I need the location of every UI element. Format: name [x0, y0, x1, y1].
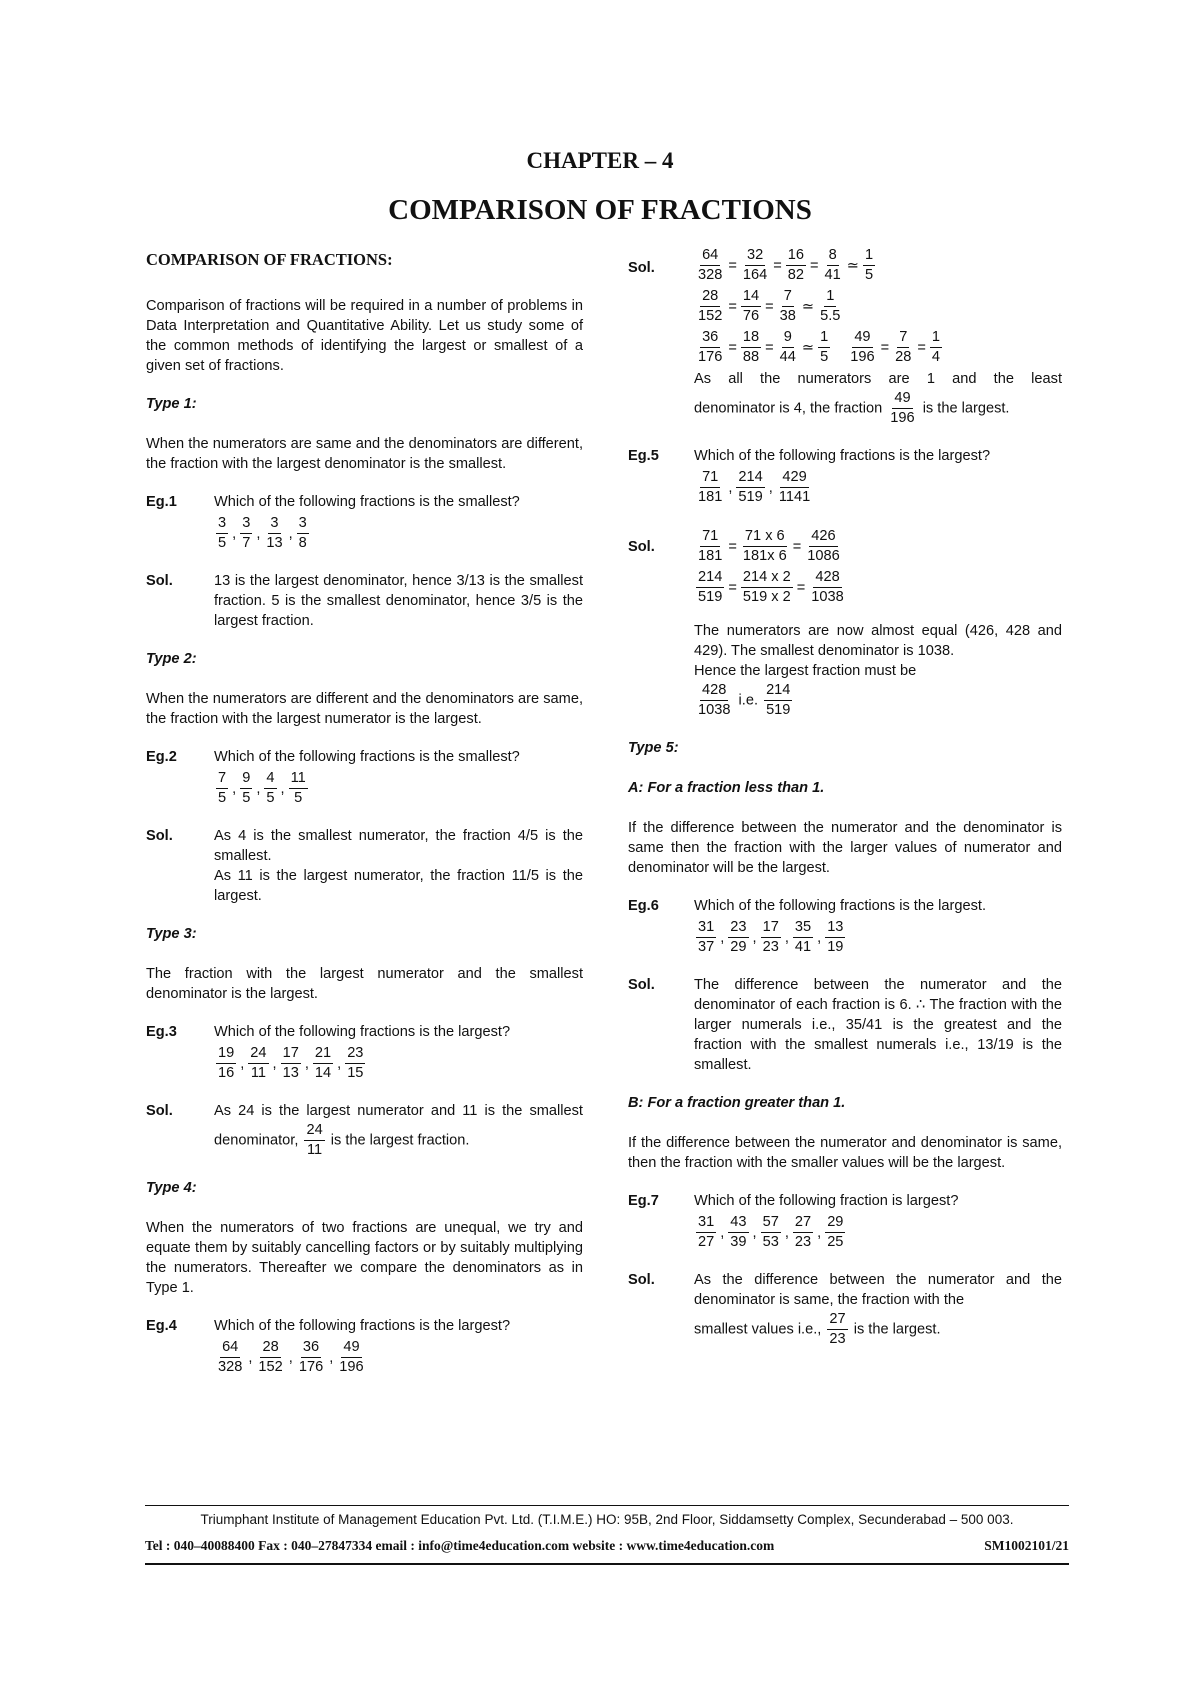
- sol5-ie: i.e.: [738, 692, 758, 709]
- intro-paragraph: Comparison of fractions will be required in a number of problems in Data Interpretation and Quantitative Ability. Let us study some of the common methods of identifying the largest or smallest of a given set of fractions.: [146, 298, 583, 374]
- step-fraction: [823, 246, 843, 285]
- sol4-line2: [694, 287, 1062, 326]
- denominator: 1141: [778, 489, 811, 505]
- step-fraction: [741, 328, 761, 367]
- numerator: 28: [700, 287, 720, 307]
- denominator: 5: [218, 790, 227, 806]
- denominator: 38: [779, 308, 796, 324]
- numerator: 14: [741, 287, 761, 307]
- denominator: 5.5: [820, 308, 841, 324]
- numerator: 3: [268, 514, 280, 534]
- option-fraction: [728, 1213, 748, 1252]
- step-fraction: [893, 328, 913, 367]
- option-fraction: [736, 468, 764, 507]
- operator: =: [765, 298, 774, 315]
- numerator: 1: [863, 246, 875, 266]
- denominator: 27: [698, 1234, 715, 1250]
- numerator: 43: [728, 1213, 748, 1233]
- comma-separator: ,: [720, 1224, 725, 1241]
- operator: =: [880, 339, 890, 356]
- numerator: 71: [700, 468, 720, 488]
- sol4-line1: [694, 246, 1062, 285]
- sol6-text: The difference between the numerator and the denominator of each fraction is 6. ∴ The fraction with the larger numerals i.e., 35/41 is the greatest and the fraction with the smallest numerals i.e., 13/19 is the smallest.: [694, 977, 1062, 1073]
- option-fraction: [281, 1044, 301, 1083]
- sol2-label: Sol.: [146, 828, 173, 844]
- eg2-label: Eg.2: [146, 749, 177, 765]
- step-fraction: [741, 246, 769, 285]
- eg7-fractions: [694, 1213, 1062, 1252]
- option-fraction: [337, 1338, 365, 1377]
- step-fraction: [741, 568, 793, 607]
- denominator: 5: [242, 790, 251, 806]
- option-fraction: [289, 769, 308, 808]
- numerator: 214: [764, 681, 792, 701]
- denominator: 5: [218, 535, 227, 551]
- eg2-question: Which of the following fractions is the smallest?: [214, 749, 520, 765]
- numerator: 64: [700, 246, 720, 266]
- type4-heading: Type 4:: [146, 1180, 197, 1196]
- numerator: 1: [818, 328, 830, 348]
- numerator: 31: [696, 918, 716, 938]
- denominator: 28: [895, 349, 912, 365]
- denominator: 14: [314, 1065, 332, 1081]
- comma-separator: ,: [784, 929, 789, 946]
- comma-separator: ,: [768, 479, 773, 496]
- operator: ≃: [801, 339, 815, 356]
- comma-separator: ,: [304, 1055, 309, 1072]
- numerator: 7: [782, 287, 794, 307]
- comma-separator: ,: [752, 1224, 757, 1241]
- sol6-label: Sol.: [628, 977, 655, 993]
- subsection-a-text: If the difference between the numerator and the denominator is same then the fraction with the larger values of numerator and denominator will be the largest.: [628, 820, 1062, 876]
- operator: ≃: [801, 298, 815, 315]
- sol4-line3: [694, 328, 1062, 367]
- option-fraction: [256, 1338, 284, 1377]
- option-fraction: [793, 918, 813, 957]
- denominator: 181: [698, 548, 723, 564]
- footer-code: SM1002101/21: [984, 1538, 1069, 1553]
- denominator: 11: [250, 1065, 266, 1081]
- operator: =: [728, 339, 737, 356]
- footer-contact: [145, 1538, 1069, 1554]
- comma-separator: ,: [817, 1224, 822, 1241]
- sol3-text-a: As 24 is the largest numerator and 11 is the smallest denominator,: [214, 1103, 583, 1149]
- chapter-title: COMPARISON OF FRACTIONS: [388, 194, 812, 226]
- step-fraction: [818, 287, 842, 326]
- option-fraction: [696, 918, 716, 957]
- step-fraction: [778, 328, 798, 367]
- sol1: [146, 571, 583, 631]
- denominator: 152: [258, 1359, 283, 1375]
- numerator: 31: [696, 1213, 716, 1233]
- numerator: 426: [809, 527, 837, 547]
- numerator: 36: [301, 1338, 321, 1358]
- numerator: 1: [824, 287, 836, 307]
- denominator: 11: [306, 1142, 323, 1158]
- denominator: 4: [931, 349, 941, 365]
- denominator: 82: [787, 267, 805, 283]
- option-fraction: [248, 1044, 268, 1083]
- sol1-text: 13 is the largest denominator, hence 3/13 is the smallest fraction. 5 is the smallest denominator, hence 3/5 is the largest fraction.: [214, 573, 583, 629]
- option-fraction: [825, 1213, 845, 1252]
- option-fraction: [825, 918, 845, 957]
- numerator: 3: [240, 514, 252, 534]
- denominator: 23: [794, 1234, 812, 1250]
- denominator: 23: [762, 939, 779, 955]
- comma-separator: ,: [288, 1349, 293, 1366]
- option-fraction: [696, 1213, 716, 1252]
- numerator: 429: [780, 468, 808, 488]
- step-fraction: [930, 328, 942, 367]
- sol1-label: Sol.: [146, 573, 173, 589]
- sol7-text-c: is the largest.: [853, 1321, 941, 1338]
- eg4-label: Eg.4: [146, 1318, 177, 1334]
- operator: =: [728, 257, 737, 274]
- option-fraction: [264, 769, 276, 808]
- step-fraction: [786, 246, 806, 285]
- eg6-fractions: [694, 918, 1062, 957]
- operator: =: [917, 339, 926, 356]
- denominator: 88: [742, 349, 760, 365]
- denominator: 76: [742, 308, 760, 324]
- denominator: 5: [294, 790, 303, 806]
- step-fraction: [863, 246, 875, 285]
- denominator: 519 x 2: [742, 589, 791, 605]
- sol2-text2: As 11 is the largest numerator, the fraction 11/5 is the largest.: [214, 868, 583, 904]
- step-fraction: [741, 527, 789, 566]
- denominator: 16: [218, 1065, 235, 1081]
- denominator: 5: [820, 349, 829, 365]
- comma-separator: ,: [720, 929, 725, 946]
- numerator: 7: [897, 328, 909, 348]
- sol3-fraction: [304, 1121, 324, 1160]
- denominator: 328: [698, 267, 723, 283]
- right-column: [628, 247, 1062, 1367]
- sol3-text-b: is the largest fraction.: [330, 1132, 470, 1149]
- subsection-b-text: If the difference between the numerator and denominator is same, then the fraction with the smaller values will be the largest.: [628, 1135, 1062, 1171]
- step-fraction: [848, 328, 876, 367]
- comma-separator: ,: [272, 1055, 277, 1072]
- option-fraction: [761, 918, 781, 957]
- sol5-line2: [694, 568, 1062, 607]
- numerator: 214: [696, 568, 724, 588]
- comma-separator: ,: [288, 525, 293, 542]
- option-fraction: [696, 468, 724, 507]
- comma-separator: ,: [784, 1224, 789, 1241]
- sol6: [628, 975, 1062, 1075]
- denominator: 328: [218, 1359, 243, 1375]
- option-fraction: [313, 1044, 333, 1083]
- numerator: 49: [892, 389, 912, 409]
- denominator: 39: [730, 1234, 747, 1250]
- numerator: 23: [345, 1044, 365, 1064]
- type1-heading: Type 1:: [146, 396, 197, 412]
- eg7-question: Which of the following fraction is largest?: [694, 1193, 959, 1209]
- operator: =: [810, 257, 819, 274]
- sol5-final-b: [764, 681, 792, 720]
- step-fraction: [696, 328, 724, 367]
- eg1-question: Which of the following fractions is the smallest?: [214, 494, 520, 510]
- numerator: 9: [240, 769, 252, 789]
- step-fraction: [696, 568, 724, 607]
- denominator: 181x 6: [742, 548, 787, 564]
- option-fraction: [216, 1044, 236, 1083]
- option-fraction: [216, 769, 228, 808]
- numerator: 57: [761, 1213, 781, 1233]
- step-fraction: [741, 287, 761, 326]
- eg6-label: Eg.6: [628, 898, 659, 914]
- option-fraction: [216, 1338, 244, 1377]
- denominator: 519: [698, 589, 723, 605]
- sol2: [146, 826, 583, 906]
- denominator: 19: [827, 939, 844, 955]
- numerator: 428: [813, 568, 841, 588]
- sol3: [146, 1101, 583, 1160]
- numerator: 24: [248, 1044, 268, 1064]
- denominator: 44: [779, 349, 796, 365]
- footer-address: Triumphant Institute of Management Education Pvt. Ltd. (T.I.M.E.) HO: 95B, 2nd Floor, Siddamsetty Complex, Secunderabad – 500 003.: [200, 1512, 1014, 1527]
- numerator: 49: [341, 1338, 361, 1358]
- step-fraction: [696, 527, 724, 566]
- numerator: 71: [700, 527, 720, 547]
- operator: =: [796, 579, 806, 596]
- numerator: 3: [216, 514, 228, 534]
- comma-separator: ,: [248, 1349, 253, 1366]
- denominator: 519: [766, 702, 791, 718]
- sol4-text-c: is the largest.: [922, 400, 1010, 417]
- type2-text: When the numerators are different and the denominators are same, the fraction with the largest numerator is the largest.: [146, 691, 583, 727]
- eg7-label: Eg.7: [628, 1193, 659, 1209]
- sol4-text-a: As all the numerators are 1 and the least: [694, 371, 1062, 387]
- sol5-text2: Hence the largest fraction must be: [694, 663, 917, 679]
- eg6-question: Which of the following fractions is the largest.: [694, 898, 987, 914]
- denominator: 8: [298, 535, 307, 551]
- section-heading: COMPARISON OF FRACTIONS:: [146, 250, 393, 269]
- sol7: [628, 1270, 1062, 1349]
- step-fraction: [696, 246, 724, 285]
- sol5-final-a: [696, 681, 732, 720]
- eg3-question: Which of the following fractions is the largest?: [214, 1024, 511, 1040]
- comma-separator: ,: [256, 780, 261, 797]
- denominator: 196: [339, 1359, 364, 1375]
- type4-text: When the numerators of two fractions are unequal, we try and equate them by suitably cancelling factors or by suitably multiplying the numerators. Thereafter we compare the denominators as in Type 1.: [146, 1220, 583, 1296]
- denominator: 152: [698, 308, 723, 324]
- step-fraction: [809, 568, 845, 607]
- numerator: 17: [281, 1044, 301, 1064]
- comma-separator: ,: [232, 780, 237, 797]
- numerator: 17: [761, 918, 781, 938]
- subsection-b-heading: B: For a fraction greater than 1.: [628, 1095, 846, 1111]
- eg3-fractions: [214, 1044, 583, 1083]
- option-fraction: [777, 468, 812, 507]
- comma-separator: ,: [817, 929, 822, 946]
- footer-bottom-rule: [145, 1563, 1069, 1565]
- eg5-fractions: [694, 468, 1062, 507]
- eg1-label: Eg.1: [146, 494, 177, 510]
- operator: =: [728, 298, 737, 315]
- numerator: 36: [700, 328, 720, 348]
- type1-text: When the numerators are same and the denominators are different, the fraction with the largest denominator is the smallest.: [146, 436, 583, 472]
- sol5: [628, 525, 1062, 720]
- denominator: 15: [347, 1065, 364, 1081]
- operator: =: [792, 538, 802, 555]
- numerator: 214 x 2: [741, 568, 793, 588]
- sol7-text-a: As the difference between the numerator and the denominator is same, the fraction with the: [694, 1272, 1062, 1308]
- eg5: [628, 446, 1062, 507]
- eg2-fractions: [214, 769, 583, 808]
- option-fraction: [345, 1044, 365, 1083]
- denominator: 196: [890, 410, 915, 426]
- numerator: 23: [728, 918, 748, 938]
- eg1: [146, 492, 583, 553]
- operator: =: [773, 257, 782, 274]
- denominator: 196: [850, 349, 875, 365]
- operator: ≃: [846, 257, 860, 274]
- numerator: 24: [304, 1121, 324, 1141]
- comma-separator: ,: [337, 1055, 342, 1072]
- sol7-label: Sol.: [628, 1272, 655, 1288]
- numerator: 11: [289, 769, 308, 789]
- sol5-line1: [694, 527, 1062, 566]
- comma-separator: ,: [280, 780, 285, 797]
- comma-separator: ,: [240, 1055, 245, 1072]
- numerator: 71 x 6: [743, 527, 787, 547]
- numerator: 49: [852, 328, 872, 348]
- numerator: 214: [736, 468, 764, 488]
- denominator: 181: [698, 489, 723, 505]
- denominator: 41: [824, 267, 841, 283]
- numerator: 13: [825, 918, 845, 938]
- sol2-text1: As 4 is the smallest numerator, the fraction 4/5 is the smallest.: [214, 828, 583, 864]
- denominator: 1038: [698, 702, 731, 718]
- numerator: 18: [741, 328, 761, 348]
- numerator: 27: [827, 1310, 847, 1330]
- denominator: 25: [827, 1234, 844, 1250]
- sol3-label: Sol.: [146, 1103, 173, 1119]
- denominator: 5: [865, 267, 874, 283]
- numerator: 3: [297, 514, 309, 534]
- eg4-fractions: [214, 1338, 583, 1377]
- chapter-heading: CHAPTER – 4: [526, 148, 674, 173]
- numerator: 35: [793, 918, 813, 938]
- denominator: 1038: [811, 589, 844, 605]
- footer-contact-details: Tel : 040–40088400 Fax : 040–27847334 email : info@time4education.com website : www.time4education.com: [145, 1538, 775, 1553]
- eg6: [628, 896, 1062, 957]
- sol5-text: The numerators are now almost equal (426, 428 and 429). The smallest denominator is 1038.: [694, 623, 1062, 659]
- option-fraction: [240, 514, 252, 553]
- numerator: 428: [700, 681, 728, 701]
- eg5-label: Eg.5: [628, 448, 659, 464]
- option-fraction: [728, 918, 748, 957]
- option-fraction: [793, 1213, 813, 1252]
- eg7: [628, 1191, 1062, 1252]
- operator: =: [728, 579, 737, 596]
- numerator: 64: [220, 1338, 240, 1358]
- denominator: 41: [794, 939, 812, 955]
- denominator: 1086: [807, 548, 840, 564]
- denominator: 176: [698, 349, 723, 365]
- denominator: 7: [242, 535, 251, 551]
- denominator: 519: [738, 489, 763, 505]
- sol4-text-b: denominator is 4, the fraction: [694, 400, 883, 417]
- option-fraction: [216, 514, 228, 553]
- sol7-text-b: smallest values i.e.,: [694, 1321, 822, 1338]
- step-fraction: [818, 328, 830, 367]
- numerator: 7: [216, 769, 228, 789]
- footer-rule: [145, 1505, 1069, 1506]
- sol7-fraction: [827, 1310, 847, 1349]
- eg2: [146, 747, 583, 808]
- numerator: 21: [313, 1044, 333, 1064]
- sol4-label: Sol.: [628, 260, 655, 276]
- numerator: 8: [827, 246, 839, 266]
- operator: =: [765, 339, 774, 356]
- sol4-fraction: [888, 389, 916, 428]
- type3-heading: Type 3:: [146, 926, 197, 942]
- comma-separator: ,: [752, 929, 757, 946]
- type5-heading: Type 5:: [628, 740, 679, 756]
- eg5-question: Which of the following fractions is the largest?: [694, 448, 991, 464]
- denominator: 13: [266, 535, 283, 551]
- eg4: [146, 1316, 583, 1377]
- subsection-a-heading: A: For a fraction less than 1.: [628, 780, 825, 796]
- denominator: 29: [730, 939, 747, 955]
- option-fraction: [240, 769, 252, 808]
- comma-separator: ,: [232, 525, 237, 542]
- denominator: 53: [762, 1234, 779, 1250]
- eg1-fractions: [214, 514, 583, 553]
- option-fraction: [264, 514, 284, 553]
- eg3-label: Eg.3: [146, 1024, 177, 1040]
- numerator: 9: [782, 328, 794, 348]
- denominator: 37: [698, 939, 715, 955]
- numerator: 29: [825, 1213, 845, 1233]
- numerator: 27: [793, 1213, 813, 1233]
- numerator: 19: [216, 1044, 236, 1064]
- numerator: 1: [930, 328, 942, 348]
- left-column: [146, 250, 583, 1395]
- numerator: 4: [264, 769, 276, 789]
- denominator: 176: [298, 1359, 324, 1375]
- comma-separator: ,: [728, 479, 733, 496]
- type2-heading: Type 2:: [146, 651, 197, 667]
- sol4: [628, 244, 1062, 428]
- comma-separator: ,: [329, 1349, 334, 1366]
- comma-separator: ,: [256, 525, 261, 542]
- numerator: 32: [745, 246, 765, 266]
- step-fraction: [805, 527, 841, 566]
- eg3: [146, 1022, 583, 1083]
- operator: =: [728, 538, 737, 555]
- eg4-question: Which of the following fractions is the largest?: [214, 1318, 511, 1334]
- step-fraction: [778, 287, 798, 326]
- step-fraction: [696, 287, 724, 326]
- sol5-label: Sol.: [628, 539, 655, 555]
- type3-text: The fraction with the largest numerator and the smallest denominator is the largest.: [146, 966, 583, 1002]
- denominator: 5: [266, 790, 275, 806]
- numerator: 16: [786, 246, 806, 266]
- denominator: 23: [829, 1331, 846, 1347]
- option-fraction: [761, 1213, 781, 1252]
- denominator: 164: [742, 267, 768, 283]
- option-fraction: [297, 514, 309, 553]
- denominator: 13: [282, 1065, 299, 1081]
- numerator: 28: [260, 1338, 280, 1358]
- option-fraction: [297, 1338, 325, 1377]
